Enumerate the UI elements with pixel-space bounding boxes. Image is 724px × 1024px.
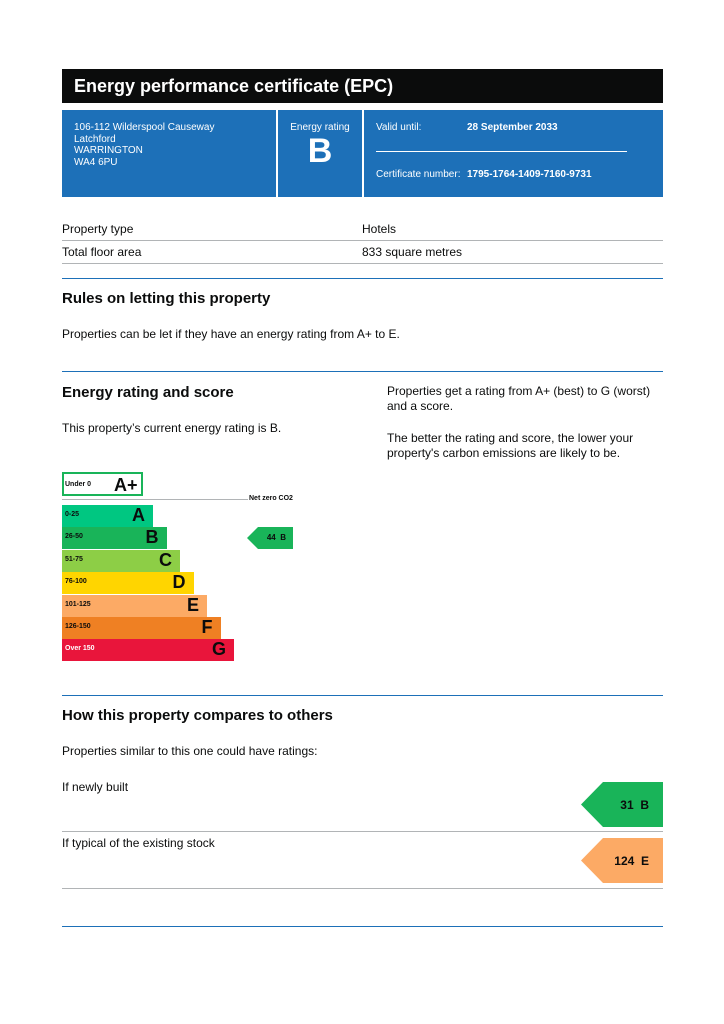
band-range: 51-75 [65,555,83,563]
band-g [62,639,234,661]
certificate-number-label: Certificate number: [376,169,461,180]
certificate-box [364,110,663,197]
compare-row-label: If typical of the existing stock [62,836,215,850]
letting-text: Properties can be let if they have an energy rating from A+ to E. [62,327,400,341]
property-table [62,218,663,264]
rating-heading: Energy rating and score [62,384,234,401]
current-rating-text: This property’s current energy rating is B. [62,421,282,435]
address-line: WARRINGTON [74,145,143,156]
band-range: Under 0 [65,481,92,488]
table-row [62,218,663,241]
compare-rating-label [620,798,649,812]
section-divider [62,278,663,279]
compare-row [62,780,663,832]
energy-rating-label: Energy rating [290,122,350,133]
valid-until-value: 28 September 2033 [467,122,558,133]
band-range: 0-25 [65,511,80,518]
current-rating-label [267,533,286,542]
certificate-number-value: 1795-1764-1409-7160-9731 [467,169,592,180]
band-letter: E [186,594,199,615]
compare-rating-label [614,854,649,868]
net-zero-label: Net zero CO2 [249,495,293,502]
compare-row [62,836,663,889]
band-b [62,527,167,549]
address-line: 106-112 Wilderspool Causeway [74,122,215,133]
address-box [62,110,276,197]
compare-intro: Properties similar to this one could have ratings: [62,744,318,758]
rating-info-text: The better the rating and score, the lower your property's carbon emissions are likely to be. [387,431,634,460]
band-letter: B [145,527,159,548]
letting-heading: Rules on letting this property [62,290,271,307]
newly-built-arrow [581,782,663,827]
band-a [62,505,153,527]
rating-info-text: Properties get a rating from A+ (best) to G (worst) and a score. [387,384,651,413]
band-letter: A+ [114,475,138,495]
divider [376,151,627,152]
property-type-label: Property type [62,222,134,236]
page-title: Energy performance certificate (EPC) [62,69,663,103]
band-range: 26-50 [65,533,83,541]
section-divider [62,371,663,372]
floor-area-label: Total floor area [62,245,142,259]
section-divider [62,926,663,927]
table-row [62,241,663,264]
band-range: 126-150 [65,623,91,630]
band-aplus [62,472,143,496]
net-zero-line [62,499,248,500]
property-type-value: Hotels [362,222,397,236]
compare-score: 31 [620,798,634,812]
band-c [62,550,180,572]
compare-heading: How this property compares to others [62,707,333,724]
floor-area-value: 833 square metres [362,245,463,259]
band-range: 76-100 [65,578,87,586]
valid-until-label: Valid until: [376,122,422,133]
band-e [62,595,207,617]
energy-rating-box [278,110,362,197]
band-d [62,572,194,594]
address-line: Latchford [74,133,116,145]
band-letter: D [172,572,186,593]
energy-rating-value: B [307,132,333,170]
address-line: WA4 6PU [74,156,118,168]
section-divider [62,695,663,696]
typical-stock-arrow [581,838,663,883]
band-range: 101-125 [65,600,91,608]
compare-band: E [640,854,649,868]
current-score: 44 [266,533,276,542]
band-letter: A [132,505,145,525]
band-letter: G [211,639,226,660]
compare-row-label: If newly built [62,780,129,794]
compare-score: 124 [614,854,635,868]
current-rating-arrow [247,527,293,549]
band-letter: F [201,617,213,637]
band-f [62,617,221,639]
band-range: Over 150 [65,645,95,653]
current-band: B [280,533,286,542]
band-letter: C [159,549,172,570]
compare-band: B [640,798,649,812]
